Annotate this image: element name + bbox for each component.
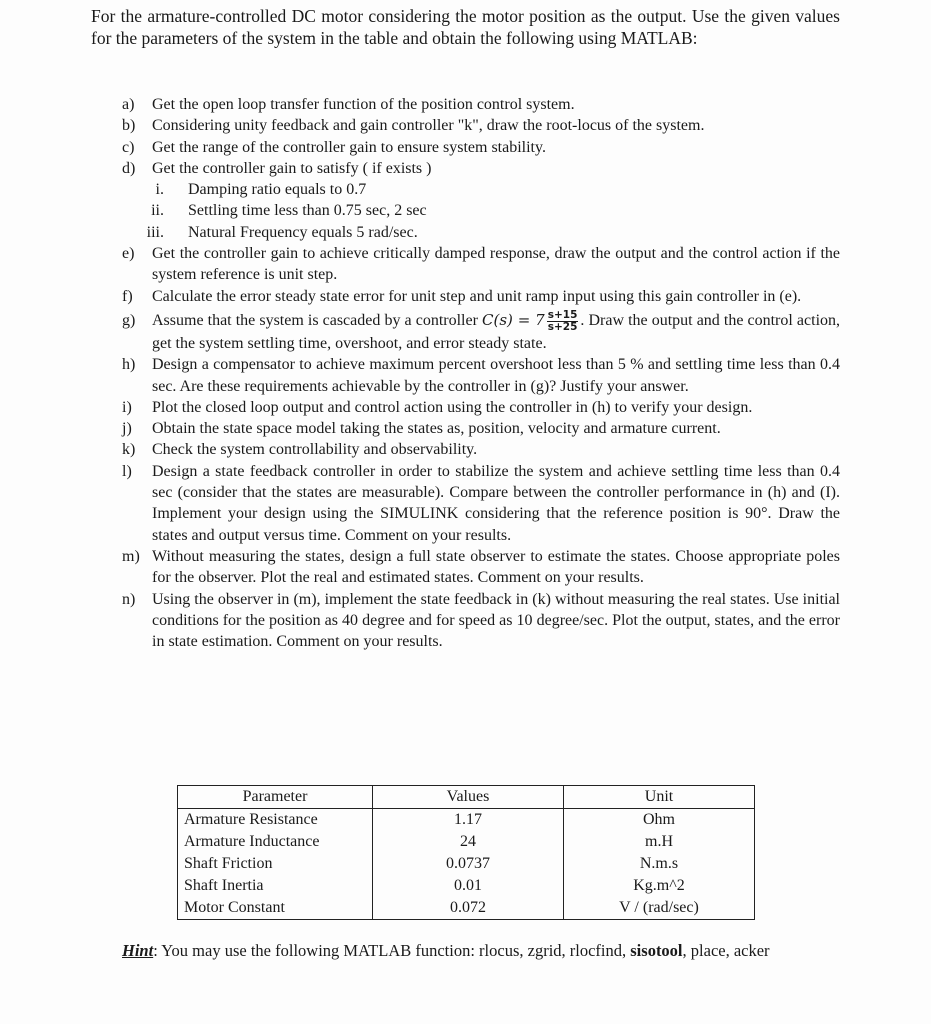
table-row: [178, 875, 755, 897]
table-cell: Motor Constant: [178, 897, 373, 920]
question-b: [122, 115, 840, 136]
hint-text-after: , place, acker: [682, 941, 770, 960]
table-cell: Shaft Friction: [178, 853, 373, 875]
question-text: Obtain the state space model taking the states as, position, velocity and armature current.: [152, 420, 721, 438]
question-label: f): [122, 287, 133, 305]
question-text: Check the system controllability and observability.: [152, 441, 478, 459]
subquestion-d-i: [122, 179, 840, 200]
question-label: k): [122, 441, 136, 459]
question-label: i): [122, 398, 132, 416]
question-text: Design a state feedback controller in order to stabilize the system and achieve settling time less than 0.4 sec (consider that the states are measurable). Compare between the controller performance in (h) and (I). Implement your design using the SIMULINK considering that the reference position is 90°. Draw the states and output versus time. Comment on your results.: [152, 462, 840, 544]
subquestion-text: Damping ratio equals to 0.7: [188, 181, 367, 199]
question-text: Get the open loop transfer function of the position control system.: [152, 96, 575, 113]
subquestion-text: Natural Frequency equals 5 rad/sec.: [188, 223, 418, 241]
question-text-before: Assume that the system is cascaded by a controller: [152, 312, 478, 330]
question-g: [122, 310, 840, 354]
table-row: [178, 853, 755, 875]
table-cell: 0.01: [373, 875, 564, 897]
fraction-numerator: s+15: [547, 308, 578, 321]
question-label: g): [122, 311, 136, 329]
question-text-after: . Draw the output and the control action, get the system settling time, overshoot, and error steady state.: [152, 312, 841, 352]
question-c: [122, 137, 840, 158]
parameter-table: [177, 785, 755, 920]
table-cell: m.H: [564, 831, 755, 853]
question-e: [122, 243, 840, 286]
table-cell: 0.0737: [373, 853, 564, 875]
table-header-row: [178, 786, 755, 809]
table-row: [178, 897, 755, 920]
question-k: [122, 439, 840, 460]
question-l: [122, 461, 840, 546]
question-label: j): [122, 420, 132, 438]
question-label: n): [122, 590, 136, 608]
subquestion-d-iii: [122, 222, 840, 243]
question-text: Using the observer in (m), implement the state feedback in (k) without measuring the real states. Use initial conditions for the position as 40 degree and for speed as 10 degree/sec. Plot the output, states, and the error in state estimation. Comment on your results.: [152, 590, 840, 651]
question-text: Get the range of the controller gain to ensure system stability.: [152, 138, 546, 156]
question-f: [122, 286, 840, 307]
table-cell: Armature Resistance: [178, 809, 373, 832]
table-cell: 1.17: [373, 809, 564, 832]
question-label: c): [122, 138, 135, 156]
question-text: Get the controller gain to achieve critically damped response, draw the output and the control action if the system reference is unit step.: [152, 245, 840, 284]
subquestion-d-ii: [122, 200, 840, 221]
subquestion-label: iii.: [146, 223, 164, 241]
question-i: [122, 397, 840, 418]
table-cell: Ohm: [564, 809, 755, 832]
controller-expression: C(s) = 7: [482, 311, 545, 330]
question-text: Design a compensator to achieve maximum percent overshoot less than 5 % and settling time less than 0.4 sec. Are these requirements achievable by the controller in (g)? Justify your answer.: [152, 356, 840, 395]
controller-fraction: [547, 310, 579, 333]
hint-label: Hint: [122, 941, 154, 960]
subquestion-label: i.: [155, 181, 164, 199]
question-text: Get the controller gain to satisfy ( if exists ): [152, 159, 432, 177]
table-cell: Shaft Inertia: [178, 875, 373, 897]
question-text: Calculate the error steady state error for unit step and unit ramp input using this gain controller in (e).: [152, 287, 802, 305]
hint-text-before: : You may use the following MATLAB function: rlocus, zgrid, rlocfind,: [153, 941, 627, 960]
subquestion-label: ii.: [151, 202, 164, 220]
question-m: [122, 546, 840, 589]
question-d: [122, 158, 840, 179]
table-cell: Kg.m^2: [564, 875, 755, 897]
question-n: [122, 589, 840, 653]
table-cell: 0.072: [373, 897, 564, 920]
hint-bold-function: sisotool: [630, 941, 683, 960]
table-cell: V / (rad/sec): [564, 897, 755, 920]
table-header-cell: Unit: [564, 786, 755, 809]
question-text: Without measuring the states, design a full state observer to estimate the states. Choose appropriate poles for the observer. Plot the real and estimated states. Comment on your results.: [152, 547, 840, 587]
question-label: a): [122, 96, 135, 113]
question-label: h): [122, 356, 136, 374]
question-text: Plot the closed loop output and control action using the controller in (h) to verify your design.: [152, 398, 753, 416]
question-text: Considering unity feedback and gain controller "k", draw the root-locus of the system.: [152, 117, 705, 135]
question-h: [122, 354, 840, 397]
hint-paragraph: [122, 940, 834, 962]
question-label: m): [122, 547, 140, 565]
table-cell: N.m.s: [564, 853, 755, 875]
table-cell: 24: [373, 831, 564, 853]
question-label: b): [122, 117, 136, 135]
table-row: [178, 809, 755, 832]
table-header-cell: Parameter: [178, 786, 373, 809]
subquestion-text: Settling time less than 0.75 sec, 2 sec: [188, 202, 427, 220]
question-list: [122, 94, 840, 652]
question-label: e): [122, 245, 135, 263]
question-a: [122, 94, 840, 115]
fraction-denominator: s+25: [547, 320, 578, 333]
question-text: [152, 310, 840, 354]
question-label: d): [122, 159, 136, 177]
table-cell: Armature Inductance: [178, 831, 373, 853]
table-header-cell: Values: [373, 786, 564, 809]
table-row: [178, 831, 755, 853]
intro-paragraph: For the armature-controlled DC motor considering the motor position as the output. Use the given values for the parameters of the system in the table and obtain the following using MATLAB:: [91, 6, 840, 48]
question-label: l): [122, 462, 132, 480]
question-j: [122, 418, 840, 439]
